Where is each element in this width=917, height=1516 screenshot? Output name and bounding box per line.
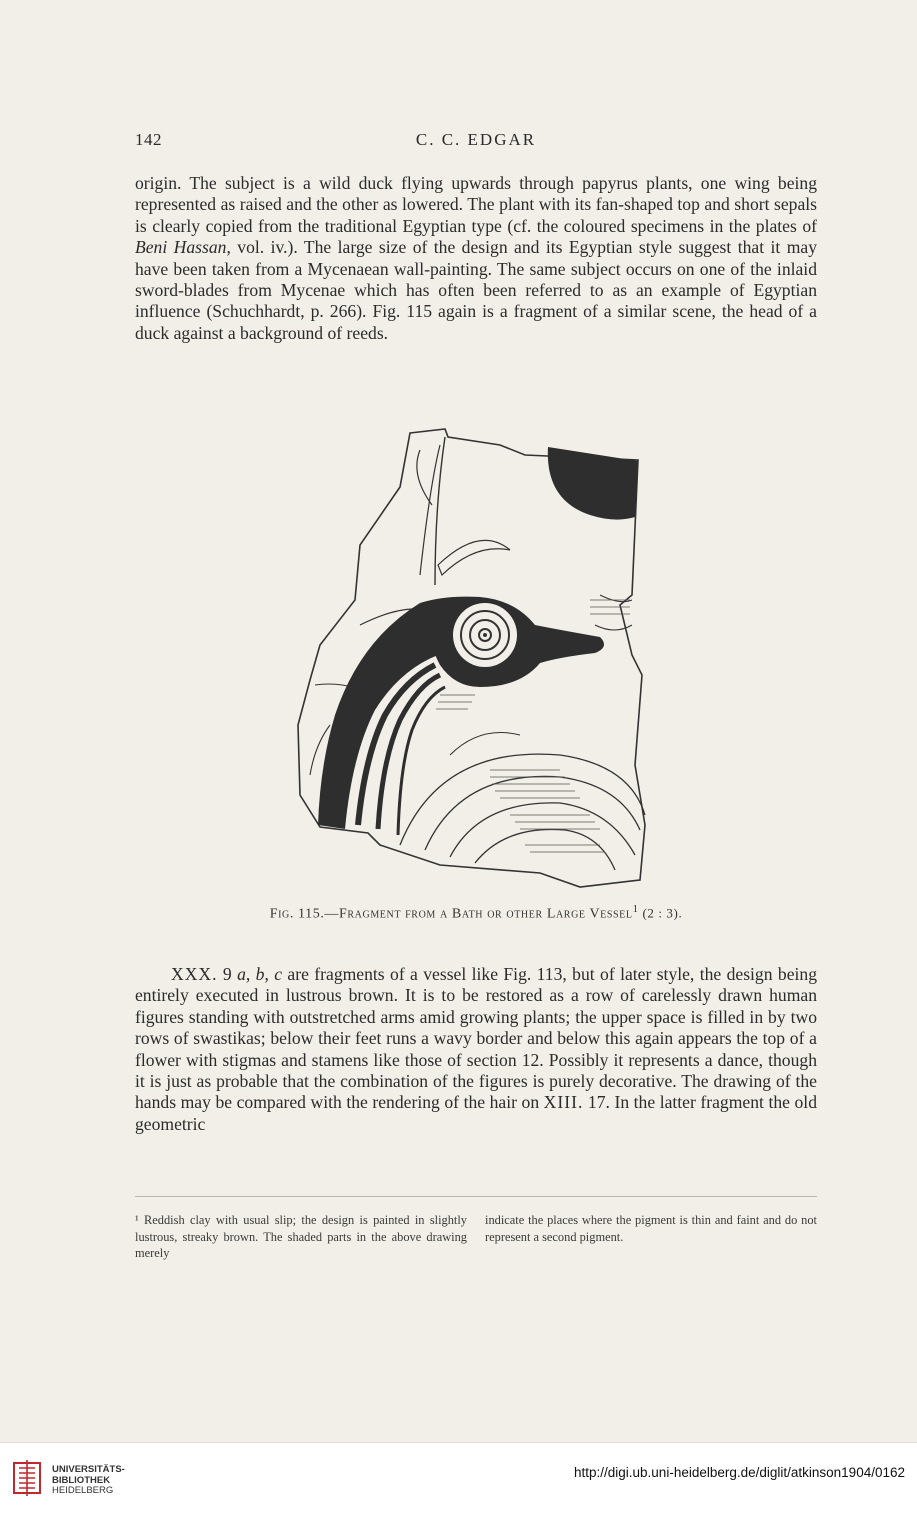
- duck-eye-dot: [483, 633, 487, 637]
- footnote-divider: [135, 1196, 817, 1197]
- reed-leaf-band: [400, 754, 645, 845]
- figure-115-drawing: [260, 425, 660, 895]
- italic-letter: b: [255, 964, 265, 984]
- library-name-line: HEIDELBERG: [52, 1485, 114, 1496]
- paragraph-text: 17. In the latter fragment the old geometric: [135, 1092, 817, 1134]
- paragraph-text: 9: [217, 964, 238, 984]
- running-head: [135, 130, 817, 160]
- dark-semicircle-shape: [548, 447, 638, 520]
- digitization-footer: [0, 1442, 917, 1516]
- source-url-link[interactable]: http://digi.ub.uni-heidelberg.de/diglit/atkinson1904/0162: [574, 1465, 905, 1480]
- library-logo-icon[interactable]: [10, 1457, 44, 1499]
- footnote-column-right: [485, 1212, 817, 1262]
- reed-leaf: [450, 733, 520, 756]
- library-name-line: BIBLIOTHEK: [52, 1474, 111, 1486]
- italic-letter: a: [237, 964, 246, 984]
- paragraph-text: , vol. iv.). The large size of the design and its Egyptian style suggest that it may have been taken from a Mycenaean wall-painting. The same subject occurs on one of the inlaid sword-blades from Mycenae which has often been referred to as an example of Egyptian influence (Schuchhardt, p. 266). Fig. 115 again is a fragment of a similar scene, the head of a duck against a background of reeds.: [135, 237, 817, 343]
- running-title: C. C. EDGAR: [415, 130, 537, 149]
- footnote-column-left: [135, 1212, 467, 1262]
- reed-leaf-band: [425, 776, 640, 850]
- paragraph-text: ,: [245, 964, 256, 984]
- paragraph-fragments-xxx: [135, 964, 817, 1135]
- plate-reference: XIII.: [543, 1092, 584, 1113]
- paragraph-text: ,: [264, 964, 275, 984]
- footnotes: [135, 1212, 817, 1262]
- library-name-line: UNIVERSITÄTS-: [52, 1464, 125, 1475]
- figure-caption: [135, 903, 817, 922]
- duck-fragment-illustration: [260, 425, 660, 895]
- italic-title-beni-hassan: Beni Hassan: [135, 237, 227, 258]
- footnote-marker: 1: [632, 903, 639, 915]
- caption-text: Fig. 115.—Fragment from a Bath or other Large Vessel: [269, 906, 633, 922]
- reed-leaf-band: [475, 829, 615, 870]
- paragraph-duck-subject: [135, 173, 817, 344]
- footnote-text: ¹ Reddish clay with usual slip; the design is painted in slightly lustrous, streaky brown. The shaded parts in the above drawing merely: [135, 1213, 467, 1261]
- library-name[interactable]: [52, 1465, 125, 1497]
- reed-leaf: [438, 540, 510, 575]
- caption-scale: (2 : 3).: [638, 905, 683, 921]
- paragraph-text: are fragments of a vessel like Fig. 113, but of later style, the design being entirely executed in lustrous brown. It is to be restored as a row of carelessly drawn human figures standing with outstretched arms amid growing plants; the upper space is filled in by two rows of swastikas; below their feet runs a wavy border and below this again appears the top of a flower with stigmas and stamens like those of section 12. Possibly it represents a dance, though it is just as probable that the combination of the figures is purely decorative. The drawing of the hands may be compared with the rendering of the hair on: [135, 964, 817, 1113]
- italic-letter: c: [274, 964, 283, 984]
- footnote-text: indicate the places where the pigment is thin and faint and do not represent a second pigment.: [485, 1213, 817, 1244]
- page-number: 142: [135, 130, 162, 149]
- paragraph-text: origin. The subject is a wild duck flying upwards through papyrus plants, one wing being represented as raised and the other as lowered. The plant with its fan-shaped top and short sepals is clearly copied from the traditional Egyptian type (cf. the coloured specimens in the plates of: [135, 173, 817, 236]
- plate-reference: XXX.: [171, 964, 218, 984]
